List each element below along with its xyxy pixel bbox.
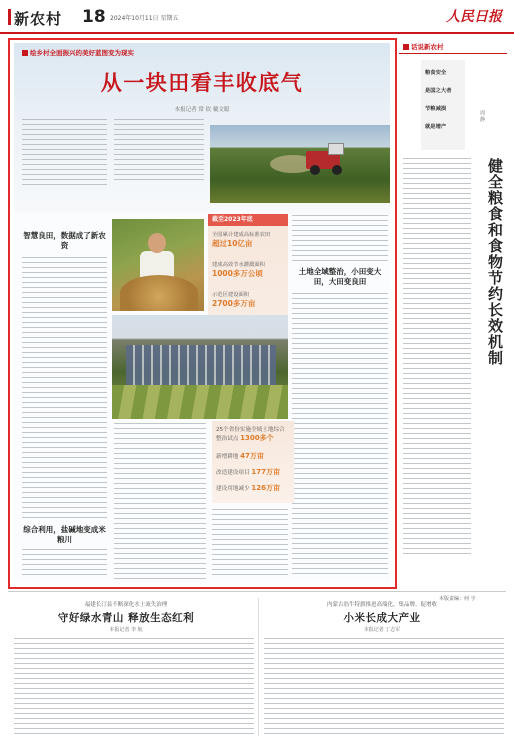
lead-text-column xyxy=(114,119,204,181)
subheading: 综合利用，盐碱地变成米粮川 xyxy=(23,525,106,545)
story-kicker: 福建长汀县不断深化水土流失治理 xyxy=(84,602,168,608)
story-headline[interactable]: 守好绿水青山 释放生态红利 xyxy=(57,612,195,624)
harvester-wheel xyxy=(332,165,342,175)
harvester-photo xyxy=(210,125,390,203)
farmer-head xyxy=(148,233,166,253)
body-text-column xyxy=(22,549,107,579)
harvester-wheel xyxy=(310,165,320,175)
kicker-square-icon xyxy=(22,50,28,56)
tag-square-icon xyxy=(403,44,409,50)
pull-quote-line: 是国之大者 xyxy=(425,88,452,94)
page-number: 18 xyxy=(82,7,106,27)
editor-credit: 本版责编：何 宇 xyxy=(439,596,476,602)
pull-quote-line: 就是增产 xyxy=(425,124,447,130)
article-byline: 本报记者 常 钦 戴文聪 xyxy=(174,107,230,113)
body-text-column xyxy=(22,257,107,521)
stat-item: 建成高效节水灌溉面积 1000多万公顷 xyxy=(212,262,265,278)
section-accent-bar xyxy=(8,9,11,25)
body-text-column xyxy=(212,509,288,579)
article-kicker xyxy=(22,48,134,57)
peanut-pile xyxy=(120,275,198,311)
section-divider xyxy=(8,591,506,592)
commentary-text xyxy=(403,158,471,554)
featured-article[interactable] xyxy=(8,38,397,589)
commentary-byline: 周 静 xyxy=(479,110,485,122)
land-stat: 改造建设项目 177万亩 xyxy=(216,468,280,476)
harvester-cab xyxy=(328,143,344,155)
article-headline[interactable]: 从一块田看丰收底气 xyxy=(100,71,304,95)
story-headline[interactable]: 小米长成大产业 xyxy=(343,612,421,624)
story-byline: 本报记者 李 航 xyxy=(109,627,143,633)
story-text xyxy=(264,638,504,736)
body-text-column xyxy=(292,293,388,577)
stat-item: 示范区建设面积 2700多万亩 xyxy=(212,292,256,308)
issue-date: 2024年10月11日 星期五 xyxy=(110,15,179,22)
body-text-column xyxy=(292,215,388,263)
body-text-column xyxy=(114,423,206,579)
land-stats-panel xyxy=(212,421,294,503)
subheading: 智慧良田，数据成了新农资 xyxy=(23,231,106,251)
column-divider xyxy=(258,598,259,736)
stats-title: 截至2023年底 xyxy=(208,214,288,226)
land-stat: 25个省份实施全域土地综合整治试点 1300多个 xyxy=(216,427,285,442)
stat-item: 全国累计建成高标准农田 超过10亿亩 xyxy=(212,232,271,248)
farm-fields xyxy=(112,385,288,419)
commentary-tag: 话说新农村 xyxy=(399,40,507,54)
page-masthead xyxy=(0,0,514,34)
pull-quote-box xyxy=(421,60,465,150)
land-stat: 建设用地减少 126万亩 xyxy=(216,484,280,492)
commentary-headline[interactable]: 健全粮食和食物节约长效机制 xyxy=(486,158,504,366)
pull-quote-line: 粮食安全 xyxy=(425,70,447,76)
land-stat: 新增耕地 47万亩 xyxy=(216,452,264,460)
story-kicker: 内蒙古翁牛特旗推进高端化、集品牌、促增收 xyxy=(326,602,437,608)
pull-quote-line: 节粮减损 xyxy=(425,106,447,112)
farmer-peanut-photo xyxy=(112,219,204,311)
commentary-column[interactable] xyxy=(399,40,507,560)
lead-text-column xyxy=(22,119,107,189)
kicker-text: 绘乡村全面振兴的美好蓝图变为现实 xyxy=(30,49,134,57)
village-aerial-photo xyxy=(112,315,288,419)
village-rooftops xyxy=(126,345,276,385)
story-byline: 本报记者 丁志军 xyxy=(363,627,401,633)
section-title: 新农村 xyxy=(14,10,63,28)
newspaper-logo: 人民日报 xyxy=(446,9,502,25)
featured-article-body xyxy=(14,43,390,583)
story-text xyxy=(14,638,254,736)
subheading: 土地全域整治，小田变大田，大田变良田 xyxy=(298,267,382,287)
